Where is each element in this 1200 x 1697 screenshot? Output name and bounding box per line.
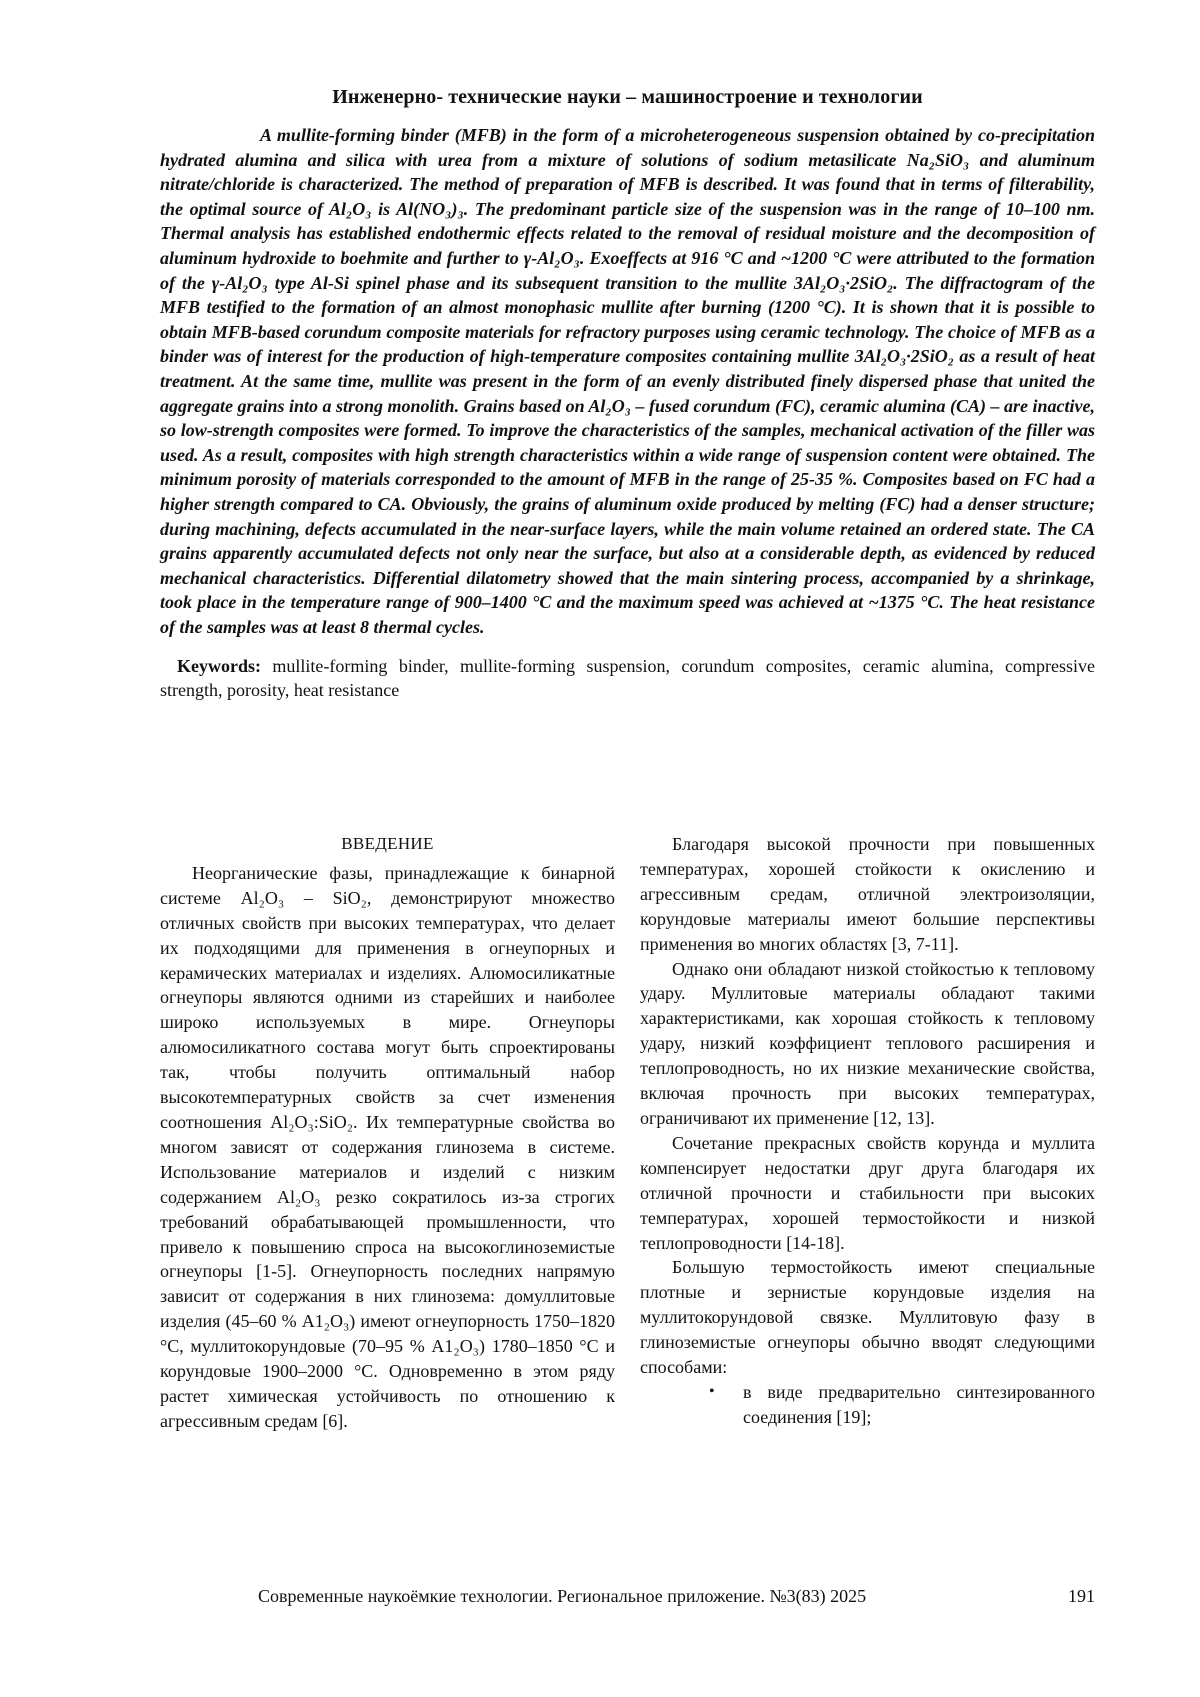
bullet-list [640,1380,1095,1430]
footer-journal: Современные наукоёмкие технологии. Региональное приложение. №3(83) 2025 [258,1586,867,1606]
left-paragraph: Неорганические фазы, принадлежащие к бинарной системе Al₂O₃ – SiO₂, демонстрируют множество отличных свойств при высоких температурах, что делает их подходящими для применения в огнеупорных и керамических материалах и изделиях. Алюмосиликатные огнеупоры являются одними из старейших и наиболее широко используемых в мире. Огнеупоры алюмосиликатного состава могут быть спроектированы так, чтобы получить оптимальный набор высокотемпературных свойств за счет изменения соотношения Al₂O₃:SiO₂. Их температурные свойства во многом зависят от содержания глинозема в системе. Использование материалов и изделий с низким содержанием Al₂O₃ резко сократилось из-за строгих требований обрабатывающей промышленности, что привело к повышению спроса на высокоглиноземистые огнеупоры [1-5]. Огнеупорность последних напрямую зависит от содержания в них глинозема: домуллитовые изделия (45–60 % A1₂O₃) имеют огнеупорность 1750–1820 °C, муллитокорундовые (70–95 % A1₂O₃) 1780–1850 °C и корундовые 1900–2000 °C. Одновременно в этом ряду растет химическая устойчивость по отношению к агрессивным средам [6]. [160,862,615,1431]
right-paragraph: Однако они обладают низкой стойкостью к тепловому удару. Муллитовые материалы обладают такими характеристиками, как хорошая стойкость к тепловому удару, низкий коэффициент теплового расширения и теплопроводность, но их низкие механические свойства, включая прочность при высоких температурах, ограничивают их применение [12, 13]. [640,958,1095,1128]
right-paragraph: Благодаря высокой прочности при повышенных температурах, хорошей стойкости к окислению и агрессивным средам, отличной электроизоляции, корундовые материалы имеют большие перспективы применения во многих областях [3, 7-11]. [640,834,1095,954]
page-body [160,86,1095,1431]
right-column [640,832,1095,1430]
two-column-body [160,832,1095,1492]
keywords-text: mullite-forming binder, mullite-forming suspension, corundum composites, ceramic alumina, compressive strength, porosity, heat resistance [160,656,1095,700]
left-column [160,832,615,1434]
section-title: ВВЕДЕНИЕ [341,834,434,853]
page-number: 191 [1068,1586,1095,1606]
right-paragraph: Сочетание прекрасных свойств корунда и муллита компенсирует недостатки друг друга благодаря их отличной прочности и стабильности при высоких температурах, хорошей термостойкости и низкой теплопроводности [14-18]. [640,1132,1095,1253]
keywords-label: Keywords: [177,656,261,677]
right-paragraph: Большую термостойкость имеют специальные плотные и зернистые корундовые изделия на муллитокорундовой связке. Муллитовую фазу в глиноземистые огнеупоры обычно вводят следующими способами: [640,1257,1095,1378]
running-header: Инженерно- технические науки – машиностроение и технологии [332,86,923,108]
keywords [160,655,1095,702]
bullet-item: • в виде предварительно синтезированного соединения [19]; [743,1380,1095,1430]
abstract: A mullite-forming binder (MFB) in the form of a microheterogeneous suspension obtained by co-precipitation hydrated alumina and silica with urea from a mixture of solutions of sodium metasilicate Na₂SiO₃ and aluminum nitrate/chloride is characterized. The method of preparation of MFB is described. It was found that in terms of filterability, the optimal source of Al₂O₃ is Al(NO₃)₃. The predominant particle size of the suspension was in the range of 10–100 nm. Thermal analysis has established endothermic effects related to the removal of residual moisture and the decomposition of aluminum hydroxide to boehmite and further to γ-Al₂O₃. Exoeffects at 916 °C and ~1200 °C were attributed to the formation of the γ-Al₂O₃ type Al-Si spinel phase and its subsequent transition to the mullite 3Al₂O₃·2SiO₂. The diffractogram of the MFB testified to the formation of an almost monophasic mullite after burning (1200 °C). It is shown that it is possible to obtain MFB-based corundum composite materials for refractory purposes using ceramic technology. The choice of MFB as a binder was of interest for the production of high-temperature composites containing mullite 3Al₂O₃·2SiO₂ as a result of heat treatment. At the same time, mullite was present in the form of an evenly distributed finely dispersed phase that united the aggregate grains into a strong monolith. Grains based on Al₂O₃ – fused corundum (FC), ceramic alumina (CA) – are inactive, so low-strength composites were formed. To improve the characteristics of the samples, mechanical activation of the filler was used. As a result, composites with high strength characteristics within a wide range of suspension content were obtained. The minimum porosity of materials corresponded to the amount of MFB in the range of 25-35 %. Composites based on FC had a higher strength compared to CA. Obviously, the grains of aluminum oxide produced by melting (FC) had a denser structure; during machining, defects accumulated in the near-surface layers, while the main volume retained an ordered state. The CA grains apparently accumulated defects not only near the surface, but also at a considerable depth, as evidenced by reduced mechanical characteristics. Differential dilatometry showed that the main sintering process, accompanied by a shrinkage, took place in the temperature range of 900–1400 °C and the maximum speed was achieved at ~1375 °C. The heat resistance of the samples was at least 8 thermal cycles. [160,125,1095,637]
